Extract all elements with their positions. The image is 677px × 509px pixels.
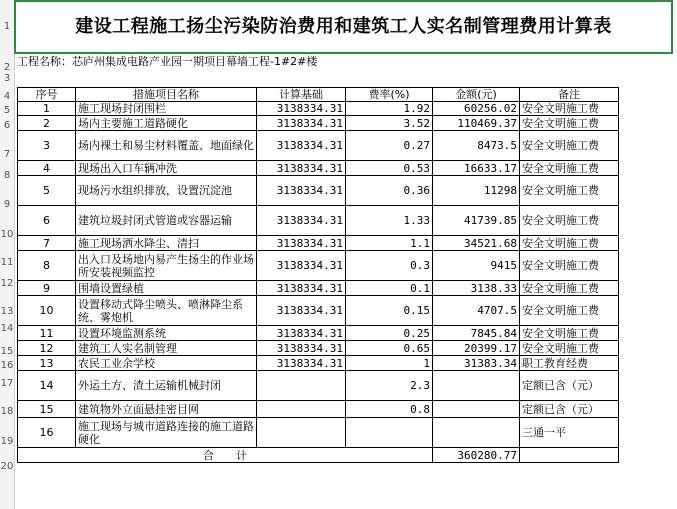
cell-note[interactable]: 安全文明施工费 (520, 131, 619, 161)
cell-note[interactable]: 安全文明施工费 (520, 161, 619, 176)
table-row (18, 326, 619, 341)
table-row (18, 341, 619, 356)
cell-amount[interactable]: 41739.85 (433, 206, 520, 236)
cell-name[interactable]: 施工现场洒水降尘、清扫 (76, 236, 257, 251)
table-row (18, 161, 619, 176)
row-number[interactable]: 13 (0, 306, 14, 317)
cell-name[interactable]: 农民工业余学校 (76, 356, 257, 371)
cell-base[interactable] (257, 371, 346, 401)
row-header-column (0, 0, 15, 509)
header-name[interactable]: 措施项目名称 (76, 88, 257, 102)
table-row (18, 401, 619, 418)
cell-base[interactable]: 3138334.31 (257, 326, 346, 341)
cell-no[interactable]: 13 (18, 356, 76, 371)
cell-name[interactable]: 场内裸土和易尘材料覆盖、地面绿化 (76, 131, 257, 161)
cell-rate[interactable]: 0.65 (346, 341, 433, 356)
row-number[interactable]: 8 (3, 170, 11, 181)
cell-base[interactable]: 3138334.31 (257, 296, 346, 326)
row-number[interactable]: 5 (3, 105, 11, 116)
cell-rate[interactable]: 0.27 (346, 131, 433, 161)
cell-amount[interactable]: 34521.68 (433, 236, 520, 251)
cell-no[interactable]: 15 (18, 401, 76, 418)
cell-no[interactable]: 8 (18, 251, 76, 281)
cell-rate[interactable]: 1 (346, 356, 433, 371)
cell-name[interactable]: 建筑工人实名制管理 (76, 341, 257, 356)
table-row (18, 236, 619, 251)
sheet-title[interactable]: 建设工程施工扬尘污染防治费用和建筑工人实名制管理费用计算表 (14, 0, 673, 54)
header-note[interactable]: 备注 (520, 88, 619, 102)
cell-no[interactable]: 6 (18, 206, 76, 236)
project-name[interactable]: 工程名称：芯庐州集成电路产业园一期项目幕墙工程-1#2#楼 (17, 55, 318, 68)
table-row (18, 281, 619, 296)
cell-no[interactable]: 12 (18, 341, 76, 356)
table-row (18, 418, 619, 448)
cell-name[interactable]: 设置环境监测系统 (76, 326, 257, 341)
cell-amount[interactable]: 20399.17 (433, 341, 520, 356)
header-rate[interactable]: 费率(%) (346, 88, 433, 102)
cell-name[interactable]: 建筑物外立面悬挂密目网 (76, 401, 257, 418)
cell-rate[interactable]: 0.8 (346, 401, 433, 418)
cell-no[interactable]: 10 (18, 296, 76, 326)
cell-name[interactable]: 围墙设置绿植 (76, 281, 257, 296)
row-number[interactable]: 19 (0, 436, 14, 447)
cell-note[interactable]: 安全文明施工费 (520, 236, 619, 251)
cell-amount[interactable] (433, 401, 520, 418)
cell-amount[interactable]: 3138.33 (433, 281, 520, 296)
cell-rate[interactable]: 0.36 (346, 176, 433, 206)
cell-amount[interactable] (433, 371, 520, 401)
row-number[interactable]: 4 (3, 91, 11, 102)
cell-rate[interactable]: 0.25 (346, 326, 433, 341)
cell-rate[interactable] (346, 418, 433, 448)
cell-no[interactable]: 11 (18, 326, 76, 341)
header-base[interactable]: 计算基础 (257, 88, 346, 102)
cell-base[interactable]: 3138334.31 (257, 206, 346, 236)
cell-amount[interactable]: 4707.5 (433, 296, 520, 326)
cell-base[interactable]: 3138334.31 (257, 131, 346, 161)
cell-note[interactable]: 安全文明施工费 (520, 281, 619, 296)
row-number[interactable]: 14 (0, 323, 14, 334)
cell-no[interactable]: 14 (18, 371, 76, 401)
cell-rate[interactable]: 1.33 (346, 206, 433, 236)
cell-name[interactable]: 出入口及场地内易产生扬尘的作业场所安装视频监控 (76, 251, 257, 281)
row-number[interactable]: 18 (0, 406, 14, 417)
cell-rate[interactable]: 1.92 (346, 102, 433, 116)
cell-amount[interactable]: 11298 (433, 176, 520, 206)
cell-rate[interactable]: 0.15 (346, 296, 433, 326)
cost-table (17, 87, 619, 463)
cell-rate[interactable]: 0.53 (346, 161, 433, 176)
cell-note[interactable]: 安全文明施工费 (520, 116, 619, 131)
cell-amount[interactable]: 8473.5 (433, 131, 520, 161)
cell-base[interactable]: 3138334.31 (257, 102, 346, 116)
cell-no[interactable]: 5 (18, 176, 76, 206)
cell-name[interactable]: 场内主要施工道路硬化 (76, 116, 257, 131)
cell-note[interactable]: 安全文明施工费 (520, 326, 619, 341)
cell-no[interactable]: 1 (18, 102, 76, 116)
total-row (18, 448, 619, 463)
cell-no[interactable]: 7 (18, 236, 76, 251)
row-number[interactable]: 15 (0, 346, 14, 357)
cell-base[interactable]: 3138334.31 (257, 176, 346, 206)
cell-note[interactable]: 定额已含（元） (520, 401, 619, 418)
table-row (18, 356, 619, 371)
table-row (18, 206, 619, 236)
cell-base[interactable]: 3138334.31 (257, 356, 346, 371)
table-row (18, 176, 619, 206)
table-row (18, 131, 619, 161)
header-row (18, 88, 619, 102)
table-row (18, 296, 619, 326)
cell-base[interactable] (257, 401, 346, 418)
cell-base[interactable]: 3138334.31 (257, 341, 346, 356)
cell-rate[interactable]: 0.3 (346, 251, 433, 281)
cell-no[interactable]: 16 (18, 418, 76, 448)
table-row (18, 251, 619, 281)
cell-note[interactable]: 安全文明施工费 (520, 251, 619, 281)
cell-name[interactable]: 现场出入口车辆冲洗 (76, 161, 257, 176)
total-amount[interactable]: 360280.77 (433, 448, 520, 463)
cell-no[interactable]: 4 (18, 161, 76, 176)
cell-base[interactable] (257, 418, 346, 448)
row-number[interactable]: 7 (3, 149, 11, 160)
cell-amount[interactable]: 9415 (433, 251, 520, 281)
cell-base[interactable]: 3138334.31 (257, 236, 346, 251)
cell-note[interactable]: 职工教育经费 (520, 356, 619, 371)
cell-no[interactable]: 3 (18, 131, 76, 161)
cell-name[interactable]: 设置移动式降尘喷头、喷淋降尘系统、雾炮机 (76, 296, 257, 326)
cell-name[interactable]: 现场污水组织排放，设置沉淀池 (76, 176, 257, 206)
cell-name[interactable]: 施工现场与城市道路连接的施工道路硬化 (76, 418, 257, 448)
cell-amount[interactable]: 16633.17 (433, 161, 520, 176)
table-row (18, 371, 619, 401)
total-label[interactable]: 合 计 (18, 448, 433, 463)
cell-note[interactable]: 安全文明施工费 (520, 176, 619, 206)
cell-rate[interactable]: 3.52 (346, 116, 433, 131)
row-number[interactable]: 10 (0, 229, 14, 240)
cell-note[interactable]: 定额已含（元） (520, 371, 619, 401)
cell-rate[interactable]: 1.1 (346, 236, 433, 251)
cell-name[interactable]: 施工现场封闭围栏 (76, 102, 257, 116)
cell-base[interactable]: 3138334.31 (257, 281, 346, 296)
cell-no[interactable]: 9 (18, 281, 76, 296)
row-number[interactable]: 3 (3, 73, 11, 84)
cell-name[interactable]: 建筑垃圾封闭式管道或容器运输 (76, 206, 257, 236)
row-number[interactable]: 6 (3, 120, 11, 131)
cell-base[interactable]: 3138334.31 (257, 116, 346, 131)
row-number[interactable]: 2 (3, 62, 11, 73)
cell-note[interactable]: 安全文明施工费 (520, 341, 619, 356)
table-row (18, 116, 619, 131)
row-number[interactable]: 11 (0, 257, 14, 268)
row-number[interactable]: 16 (0, 360, 14, 371)
cell-amount[interactable]: 31383.34 (433, 356, 520, 371)
cell-note[interactable]: 安全文明施工费 (520, 296, 619, 326)
cell-amount[interactable] (433, 418, 520, 448)
cell-rate[interactable]: 0.1 (346, 281, 433, 296)
cell-name[interactable]: 外运土方、渣土运输机械封闭 (76, 371, 257, 401)
table-row (18, 102, 619, 116)
cell-no[interactable]: 2 (18, 116, 76, 131)
cell-amount[interactable]: 7845.84 (433, 326, 520, 341)
header-no[interactable]: 序号 (18, 88, 76, 102)
cell-rate[interactable]: 2.3 (346, 371, 433, 401)
cell-amount[interactable]: 110469.37 (433, 116, 520, 131)
total-note[interactable] (520, 448, 619, 463)
row-number[interactable]: 12 (0, 278, 14, 289)
cell-note[interactable]: 安全文明施工费 (520, 206, 619, 236)
cell-base[interactable]: 3138334.31 (257, 161, 346, 176)
cell-base[interactable]: 3138334.31 (257, 251, 346, 281)
header-amount[interactable]: 金额(元) (433, 88, 520, 102)
cell-amount[interactable]: 60256.02 (433, 102, 520, 116)
row-number[interactable]: 17 (0, 378, 14, 389)
row-number[interactable]: 9 (3, 199, 11, 210)
cell-note[interactable]: 安全文明施工费 (520, 102, 619, 116)
row-number[interactable]: 20 (0, 461, 14, 472)
cell-note[interactable]: 三通一平 (520, 418, 619, 448)
row-number[interactable]: 1 (3, 21, 11, 32)
